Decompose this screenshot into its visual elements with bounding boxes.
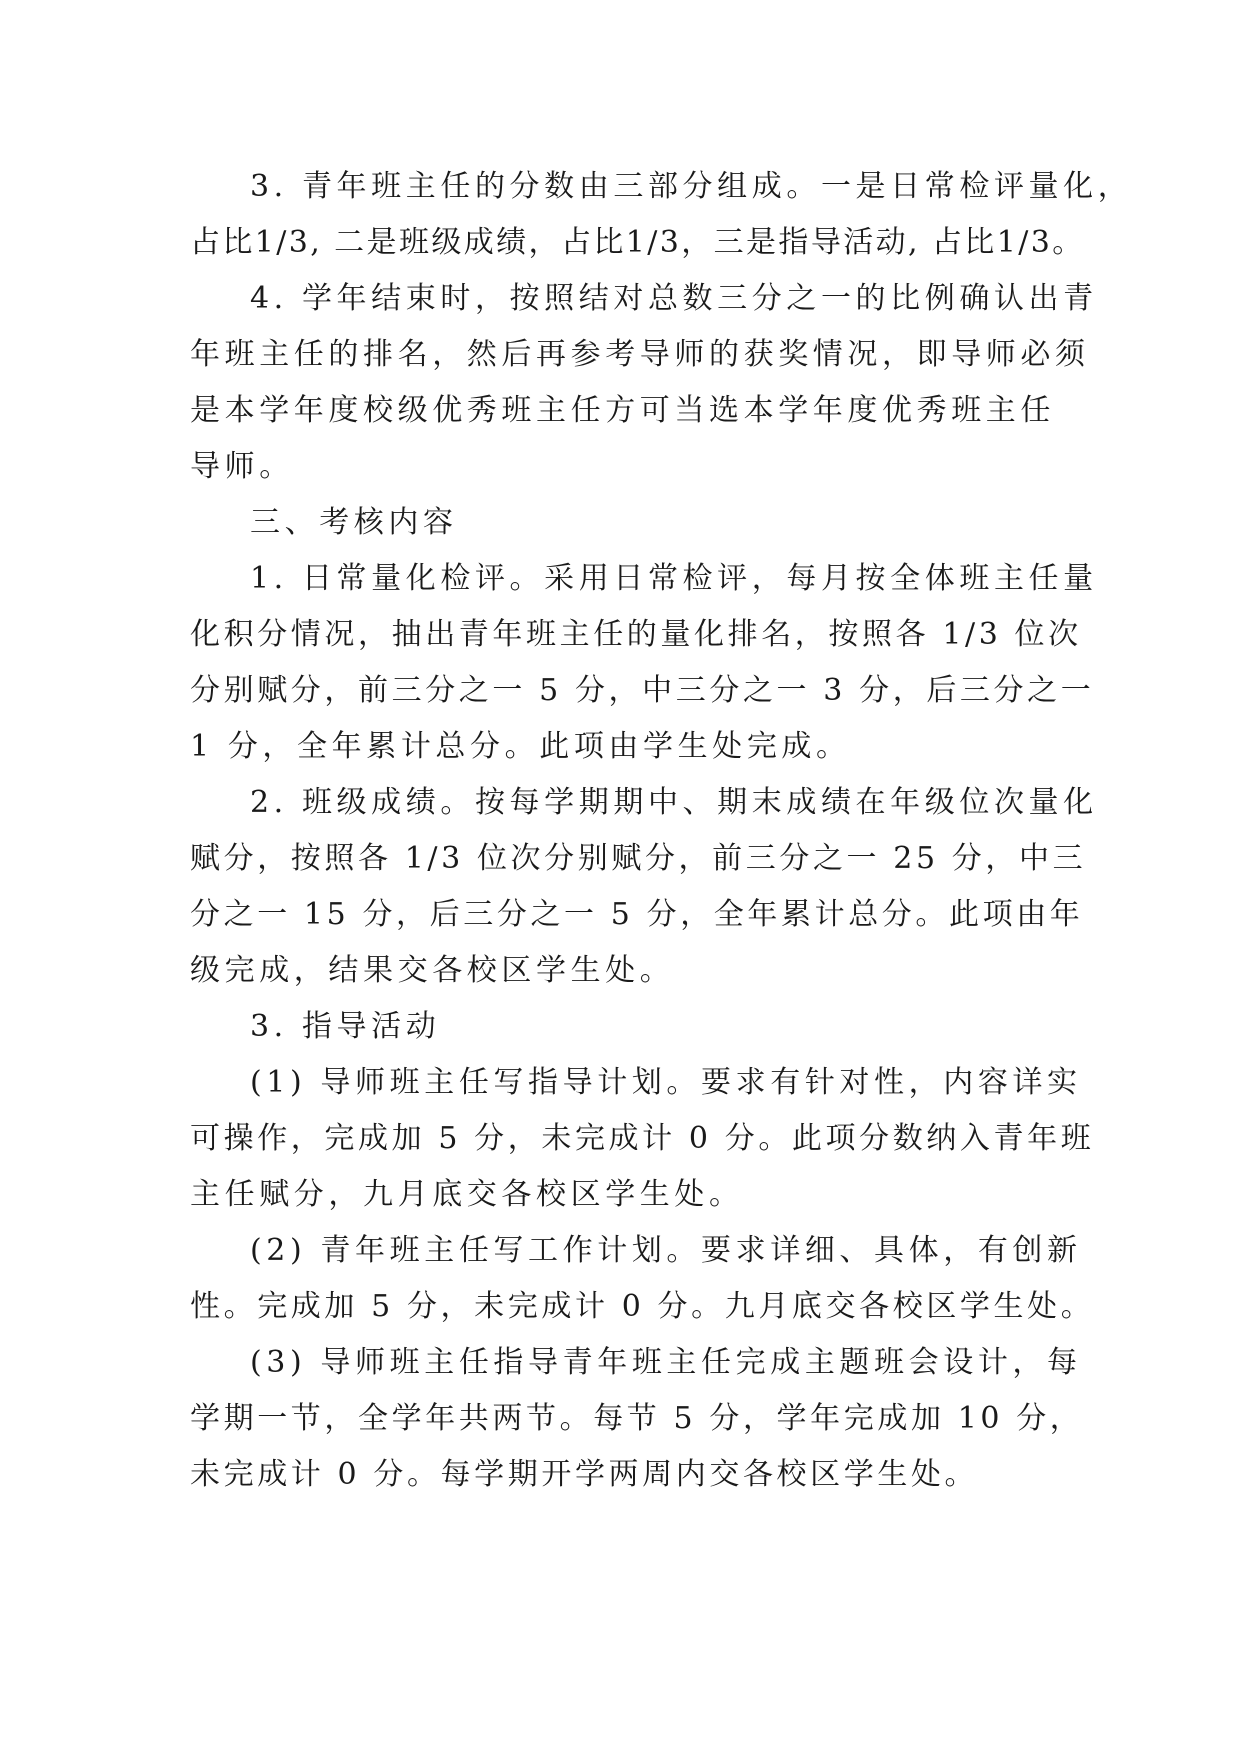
paragraph-line: (3) 导师班主任指导青年班主任完成主题班会设计，每	[250, 1345, 1082, 1380]
paragraph-line: 赋分，按照各 1/3 位次分别赋分，前三分之一 25 分，中三	[190, 841, 1087, 876]
paragraph-line: (1) 导师班主任写指导计划。要求有针对性，内容详实	[250, 1065, 1082, 1100]
paragraph-line: 是本学年度校级优秀班主任方可当选本学年度优秀班主任	[190, 393, 1055, 428]
paragraph-line: 4. 学年结束时，按照结对总数三分之一的比例确认出青	[250, 281, 1098, 316]
paragraph-line: 性。完成加 5 分，未完成计 0 分。九月底交各校区学生处。	[190, 1289, 1095, 1324]
paragraph-line: 导师。	[190, 449, 294, 484]
paragraph-line: 3. 青年班主任的分数由三部分组成。一是日常检评量化，	[250, 169, 1133, 204]
paragraph-line: 1 分，全年累计总分。此项由学生处完成。	[190, 729, 851, 764]
subsection-heading: 3. 指导活动	[250, 1009, 441, 1044]
paragraph-line: 化积分情况，抽出青年班主任的量化排名，按照各 1/3 位次	[190, 617, 1082, 652]
paragraph-line: 学期一节，全学年共两节。每节 5 分，学年完成加 10 分，	[190, 1401, 1084, 1436]
paragraph-line: 未完成计 0 分。每学期开学两周内交各校区学生处。	[190, 1457, 979, 1492]
paragraph-line: 可操作，完成加 5 分，未完成计 0 分。此项分数纳入青年班	[190, 1121, 1095, 1156]
paragraph-line: 分之一 15 分，后三分之一 5 分，全年累计总分。此项由年	[190, 897, 1084, 932]
paragraph-line: 1. 日常量化检评。采用日常检评，每月按全体班主任量	[250, 561, 1098, 596]
section-heading: 三、考核内容	[250, 505, 458, 540]
paragraph-line: 分别赋分，前三分之一 5 分，中三分之一 3 分，后三分之一	[190, 673, 1095, 708]
paragraph-line: 主任赋分，九月底交各校区学生处。	[190, 1177, 744, 1212]
paragraph-line: 占比1/3, 二是班级成绩，占比1/3，三是指导活动, 占比1/3。	[190, 225, 1085, 260]
paragraph-line: (2) 青年班主任写工作计划。要求详细、具体，有创新	[250, 1233, 1082, 1268]
paragraph-line: 2. 班级成绩。按每学期期中、期末成绩在年级位次量化	[250, 785, 1098, 820]
paragraph-line: 年班主任的排名，然后再参考导师的获奖情况，即导师必须	[190, 337, 1090, 372]
paragraph-line: 级完成，结果交各校区学生处。	[190, 953, 675, 988]
